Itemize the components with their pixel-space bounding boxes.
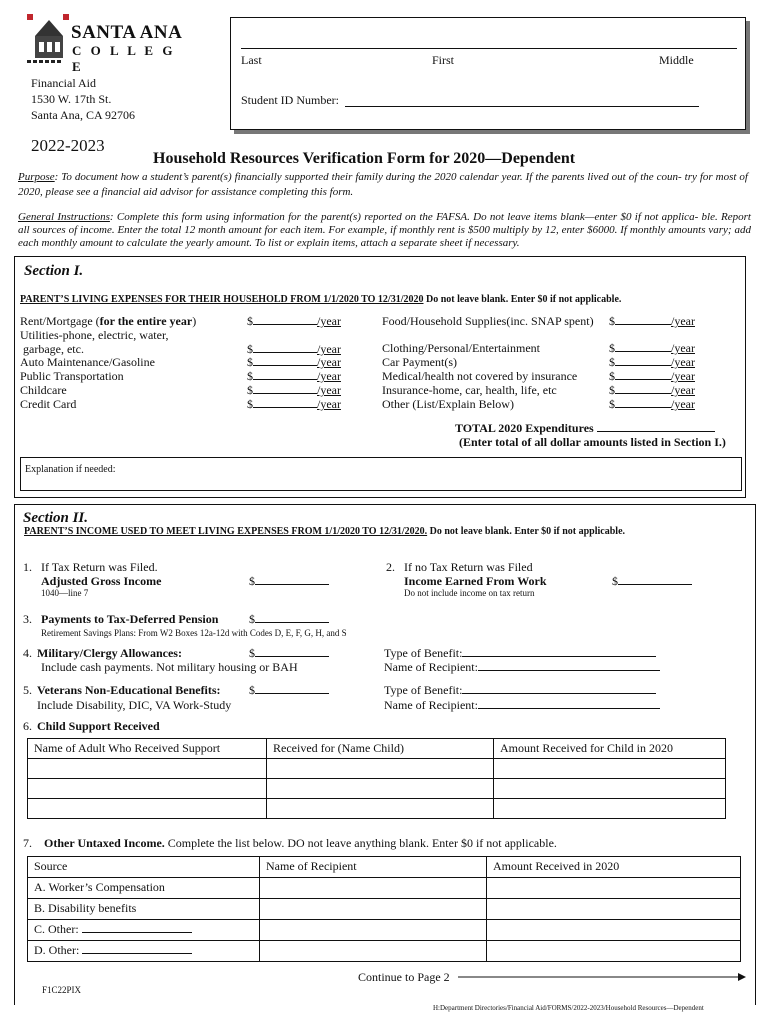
utilities-label-2: garbage, etc. [20, 342, 84, 356]
table-row [28, 779, 726, 799]
section-1-title: Section I. [24, 263, 84, 279]
veterans-amount-field[interactable] [249, 683, 329, 698]
untaxed-source: A. Worker’s Compensation [28, 878, 260, 899]
expense-label: Auto Maintenance/Gasoline [20, 355, 155, 369]
table-cell[interactable] [260, 878, 487, 899]
total-field[interactable] [597, 431, 715, 432]
item-6-number: 6. [23, 719, 32, 733]
student-info-box [230, 17, 746, 130]
total-label: TOTAL 2020 Expenditures [455, 421, 594, 435]
per-year: /year [317, 369, 341, 383]
table-header-cell: Name of Adult Who Received Support [28, 739, 267, 759]
dollar-sign: $ [249, 683, 255, 697]
expense-label: Other (List/Explain Below) [382, 397, 514, 411]
per-year: /year [671, 397, 695, 411]
table-cell[interactable] [487, 941, 741, 962]
table-cell[interactable] [28, 759, 267, 779]
section-2-heading-text: PARENT’S INCOME USED TO MEET LIVING EXPENSES FROM 1/1/2020 TO 12/31/2020. [24, 526, 428, 537]
item-2-condition: If no Tax Return was Filed [404, 560, 533, 574]
type-of-benefit-label: Type of Benefit: [384, 683, 463, 697]
name-of-recipient-label: Name of Recipient: [384, 698, 478, 712]
type-of-benefit-label: Type of Benefit: [384, 646, 463, 660]
expense-amount-field[interactable] [247, 397, 341, 412]
agi-amount-field[interactable] [249, 574, 329, 589]
per-year: /year [317, 383, 341, 397]
expense-label: Car Payment(s) [382, 355, 457, 369]
child-support-table [27, 738, 726, 819]
table-row [28, 920, 741, 941]
logo-building-icon [27, 14, 71, 64]
item-4-number: 4. [23, 646, 32, 660]
section-1-note: Do not leave blank. Enter $0 if not applicable. [423, 294, 622, 305]
expense-label: Childcare [20, 383, 67, 397]
pension-amount-field[interactable] [249, 612, 329, 627]
dollar-sign: $ [609, 355, 615, 369]
expense-amount-field[interactable] [609, 341, 695, 356]
per-year: /year [317, 314, 341, 328]
table-header-row [28, 739, 726, 759]
instructions-text: : Complete this form using information for the parent(s) reported on the FAFSA. Do not leave items blank—enter $0 if not applica- ble. Report all sources of income. Enter the total 12 month amount for each item. For example, if monthly rent is $500 multiply by 12, enter $6000. If monthly amounts vary; add each monthly amount to calculate the yearly amount. To list or explain items, attach a separate sheet if necessary. [18, 211, 751, 249]
section-2-title: Section II. [23, 510, 89, 526]
military-benefit-type[interactable] [384, 646, 656, 661]
untaxed-income-label [44, 836, 557, 851]
item-7-number: 7. [23, 836, 32, 850]
food-label: Food/Household Supplies(inc. SNAP spent) [382, 314, 594, 328]
expense-label: Credit Card [20, 397, 77, 411]
last-name-label: Last [241, 53, 262, 67]
dollar-sign: $ [247, 369, 253, 383]
dollar-sign: $ [247, 342, 253, 356]
pension-note: Retirement Savings Plans: From W2 Boxes 12a-12d with Codes D, E, F, G, H, and S [41, 628, 347, 638]
untaxed-source: C. Other: [34, 922, 79, 936]
student-id-field[interactable] [345, 106, 699, 107]
table-cell[interactable] [267, 799, 494, 819]
dollar-sign: $ [609, 383, 615, 397]
expense-amount-field[interactable] [609, 355, 695, 370]
dollar-sign: $ [609, 397, 615, 411]
purpose-paragraph [18, 170, 748, 200]
arrow-right-icon [458, 972, 748, 982]
military-label: Military/Clergy Allowances: [37, 646, 182, 660]
college-logo [27, 14, 187, 74]
expense-amount-field[interactable] [247, 383, 341, 398]
dollar-sign: $ [247, 397, 253, 411]
table-row [28, 878, 741, 899]
file-path: H:Department Directories/Financial Aid/FORMS/2022-2023/Household Resources—Dependent [433, 1004, 704, 1012]
table-cell[interactable] [28, 779, 267, 799]
table-cell[interactable] [267, 759, 494, 779]
table-cell[interactable] [267, 779, 494, 799]
untaxed-source: B. Disability benefits [28, 899, 260, 920]
address-line-2: 1530 W. 17th St. [31, 92, 112, 106]
per-year: /year [671, 314, 695, 328]
student-id-label: Student ID Number: [241, 93, 339, 107]
expense-label: Insurance-home, car, health, life, etc [382, 383, 557, 397]
instructions-label: General Instructions [18, 211, 110, 223]
address-line-3: Santa Ana, CA 92706 [31, 108, 135, 122]
untaxed-source-cell[interactable] [28, 920, 260, 941]
table-cell[interactable] [260, 941, 487, 962]
item-3-number: 3. [23, 612, 32, 626]
dollar-sign: $ [609, 314, 615, 328]
table-header-cell: Source [28, 857, 260, 878]
expense-label: Medical/health not covered by insurance [382, 369, 578, 383]
expense-amount-field[interactable] [247, 355, 341, 370]
student-name-field[interactable] [241, 48, 737, 49]
dollar-sign: $ [609, 369, 615, 383]
table-header-cell: Received for (Name Child) [267, 739, 494, 759]
section-2-heading [24, 526, 625, 537]
table-header-cell: Amount Received in 2020 [487, 857, 741, 878]
military-note: Include cash payments. Not military housing or BAH [41, 660, 298, 674]
section-1-box [14, 256, 746, 498]
per-year: /year [671, 383, 695, 397]
item-5-number: 5. [23, 683, 32, 697]
expense-amount-field[interactable] [609, 397, 695, 412]
logo-subtitle: C O L L E G E [72, 43, 176, 74]
table-header-row [28, 857, 741, 878]
table-cell[interactable] [494, 759, 726, 779]
dollar-sign: $ [249, 574, 255, 588]
table-row [28, 799, 726, 819]
military-amount-field[interactable] [249, 646, 329, 661]
table-row [28, 941, 741, 962]
per-year: /year [317, 342, 341, 356]
total-expenditures [455, 421, 715, 436]
explanation-label: Explanation if needed: [25, 464, 116, 475]
dollar-sign: $ [249, 612, 255, 626]
table-cell[interactable] [260, 899, 487, 920]
veterans-note: Include Disability, DIC, VA Work-Study [37, 698, 232, 712]
item-1-condition: If Tax Return was Filed. [41, 560, 158, 574]
untaxed-source: D. Other: [34, 943, 80, 957]
work-income-amount-field[interactable] [612, 574, 692, 589]
rent-label-b: for the entire year [99, 314, 193, 328]
first-name-label: First [432, 53, 455, 67]
food-amount-field[interactable] [609, 314, 695, 329]
work-income-label: Income Earned From Work [404, 574, 547, 588]
explanation-box[interactable] [20, 457, 742, 491]
table-row [28, 759, 726, 779]
expense-amount-field[interactable] [609, 369, 695, 384]
item-2-number: 2. [386, 560, 395, 574]
dollar-sign: $ [249, 646, 255, 660]
veterans-benefit-type[interactable] [384, 683, 656, 698]
per-year: /year [671, 355, 695, 369]
address-line-1: Financial Aid [31, 76, 96, 90]
per-year: /year [317, 355, 341, 369]
rent-label-c: ) [192, 314, 197, 328]
military-recipient[interactable] [384, 660, 660, 675]
dollar-sign: $ [247, 383, 253, 397]
rent-label-a: Rent/Mortgage ( [20, 314, 100, 328]
form-title: Household Resources Verification Form for 2020—Dependent [153, 150, 576, 167]
veterans-recipient[interactable] [384, 698, 660, 713]
child-support-label: Child Support Received [37, 719, 160, 733]
veterans-label: Veterans Non-Educational Benefits: [37, 683, 221, 697]
middle-name-label: Middle [659, 53, 694, 67]
table-cell[interactable] [28, 799, 267, 819]
section-2-note: Do not leave blank. Enter $0 if not applicable. [427, 526, 626, 537]
expense-amount-field[interactable] [247, 369, 341, 384]
total-note: (Enter total of all dollar amounts listed in Section I.) [459, 435, 726, 449]
expense-label: Public Transportation [20, 369, 124, 383]
table-row [28, 899, 741, 920]
per-year: /year [671, 341, 695, 355]
form-code: F1C22PIX [42, 985, 82, 995]
table-cell[interactable] [260, 920, 487, 941]
agi-label: Adjusted Gross Income [41, 574, 162, 588]
rent-label [20, 314, 196, 329]
per-year: /year [671, 369, 695, 383]
dollar-sign: $ [247, 355, 253, 369]
logo-name: SANTA ANA [71, 22, 183, 43]
dollar-sign: $ [612, 574, 618, 588]
work-income-note: Do not include income on tax return [404, 588, 535, 598]
untaxed-income-title: Other Untaxed Income. [44, 836, 165, 850]
table-cell[interactable] [494, 799, 726, 819]
expense-label: Clothing/Personal/Entertainment [382, 341, 540, 355]
utilities-label-1: Utilities-phone, electric, water, [20, 328, 169, 342]
per-year: /year [317, 397, 341, 411]
purpose-text: : To document how a student’s parent(s) financially supported their family during the 2020 calendar year. If the parents lived out of the coun- try for most of 2020, please see a financial aid advisor for assistance completing this form. [18, 171, 748, 198]
instructions-paragraph [18, 211, 751, 250]
untaxed-income-table [27, 856, 741, 962]
untaxed-source-cell[interactable] [28, 941, 260, 962]
award-year: 2022-2023 [31, 136, 105, 155]
name-of-recipient-label: Name of Recipient: [384, 660, 478, 674]
table-cell[interactable] [487, 878, 741, 899]
continue-label: Continue to Page 2 [358, 970, 450, 984]
pension-label: Payments to Tax-Deferred Pension [41, 612, 219, 626]
table-cell[interactable] [494, 779, 726, 799]
untaxed-income-instructions: Complete the list below. DO not leave anything blank. Enter $0 if not applicable. [164, 836, 557, 850]
table-cell[interactable] [487, 899, 741, 920]
agi-note: 1040—line 7 [41, 588, 89, 598]
purpose-label: Purpose [18, 171, 55, 183]
section-1-heading [20, 294, 621, 305]
expense-amount-field[interactable] [609, 383, 695, 398]
table-header-cell: Name of Recipient [260, 857, 487, 878]
item-1-number: 1. [23, 560, 32, 574]
dollar-sign: $ [609, 341, 615, 355]
table-header-cell: Amount Received for Child in 2020 [494, 739, 726, 759]
table-cell[interactable] [487, 920, 741, 941]
rent-amount-field[interactable] [247, 314, 341, 329]
dollar-sign: $ [247, 314, 253, 328]
section-1-heading-text: PARENT’S LIVING EXPENSES FOR THEIR HOUSEHOLD FROM 1/1/2020 TO 12/31/2020 [20, 294, 424, 305]
